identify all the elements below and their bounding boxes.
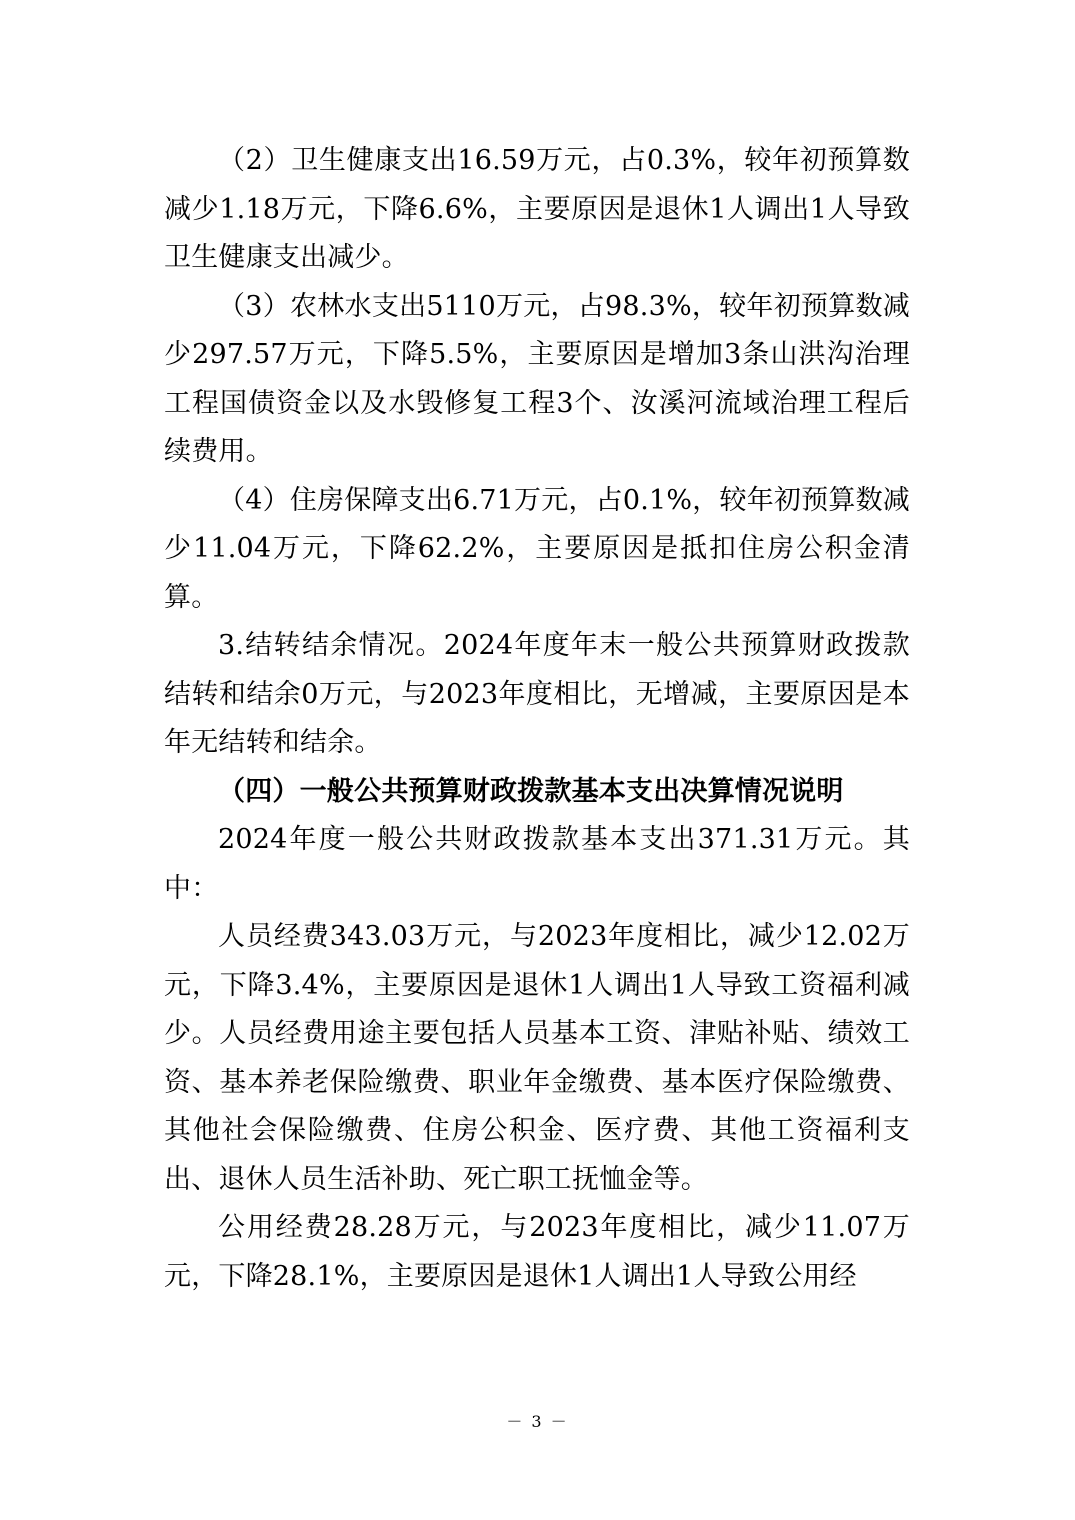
paragraph-basic-expenditure-total: 2024年度一般公共财政拨款基本支出371.31万元。其中：: [164, 824, 910, 904]
page-number: － 3 －: [506, 1412, 569, 1431]
paragraph-agriculture-expenditure: （3）农林水支出5110万元，占98.3%，较年初预算数减少297.57万元，下降5.5%，主要原因是增加3条山洪沟治理工程国债资金以及水毁修复工程3个、汝溪河流域治理工程后续费用。: [164, 290, 910, 467]
paragraph-health-expenditure: （2）卫生健康支出16.59万元，占0.3%，较年初预算数减少1.18万元，下降6.6%，主要原因是退休1人调出1人导致卫生健康支出减少。: [164, 145, 910, 273]
paragraph-housing-expenditure: （4）住房保障支出6.71万元，占0.1%，较年初预算数减少11.04万元，下降62.2%，主要原因是抵扣住房公积金清算。: [164, 484, 910, 613]
paragraph-personnel-expenses: 人员经费343.03万元，与2023年度相比，减少12.02万元，下降3.4%，主要原因是退休1人调出1人导致工资福利减少。人员经费用途主要包括人员基本工资、津贴补贴、绩效工资、基本养老保险缴费、职业年金缴费、基本医疗保险缴费、其他社会保险缴费、住房公积金、医疗费、其他工资福利支出、退休人员生活补助、死亡职工抚恤金等。: [164, 921, 910, 1195]
section-heading: （四）一般公共预算财政拨款基本支出决算情况说明: [218, 775, 844, 807]
paragraph-carryover-balance: 3.结转结余情况。2024年度年末一般公共预算财政拨款结转和结余0万元，与2023年度相比，无增减，主要原因是本年无结转和结余。: [164, 630, 910, 758]
document-body: [164, 137, 910, 1301]
paragraph-public-expenses: 公用经费28.28万元，与2023年度相比，减少11.07万元，下降28.1%，主要原因是退休1人调出1人导致公用经: [164, 1212, 910, 1292]
